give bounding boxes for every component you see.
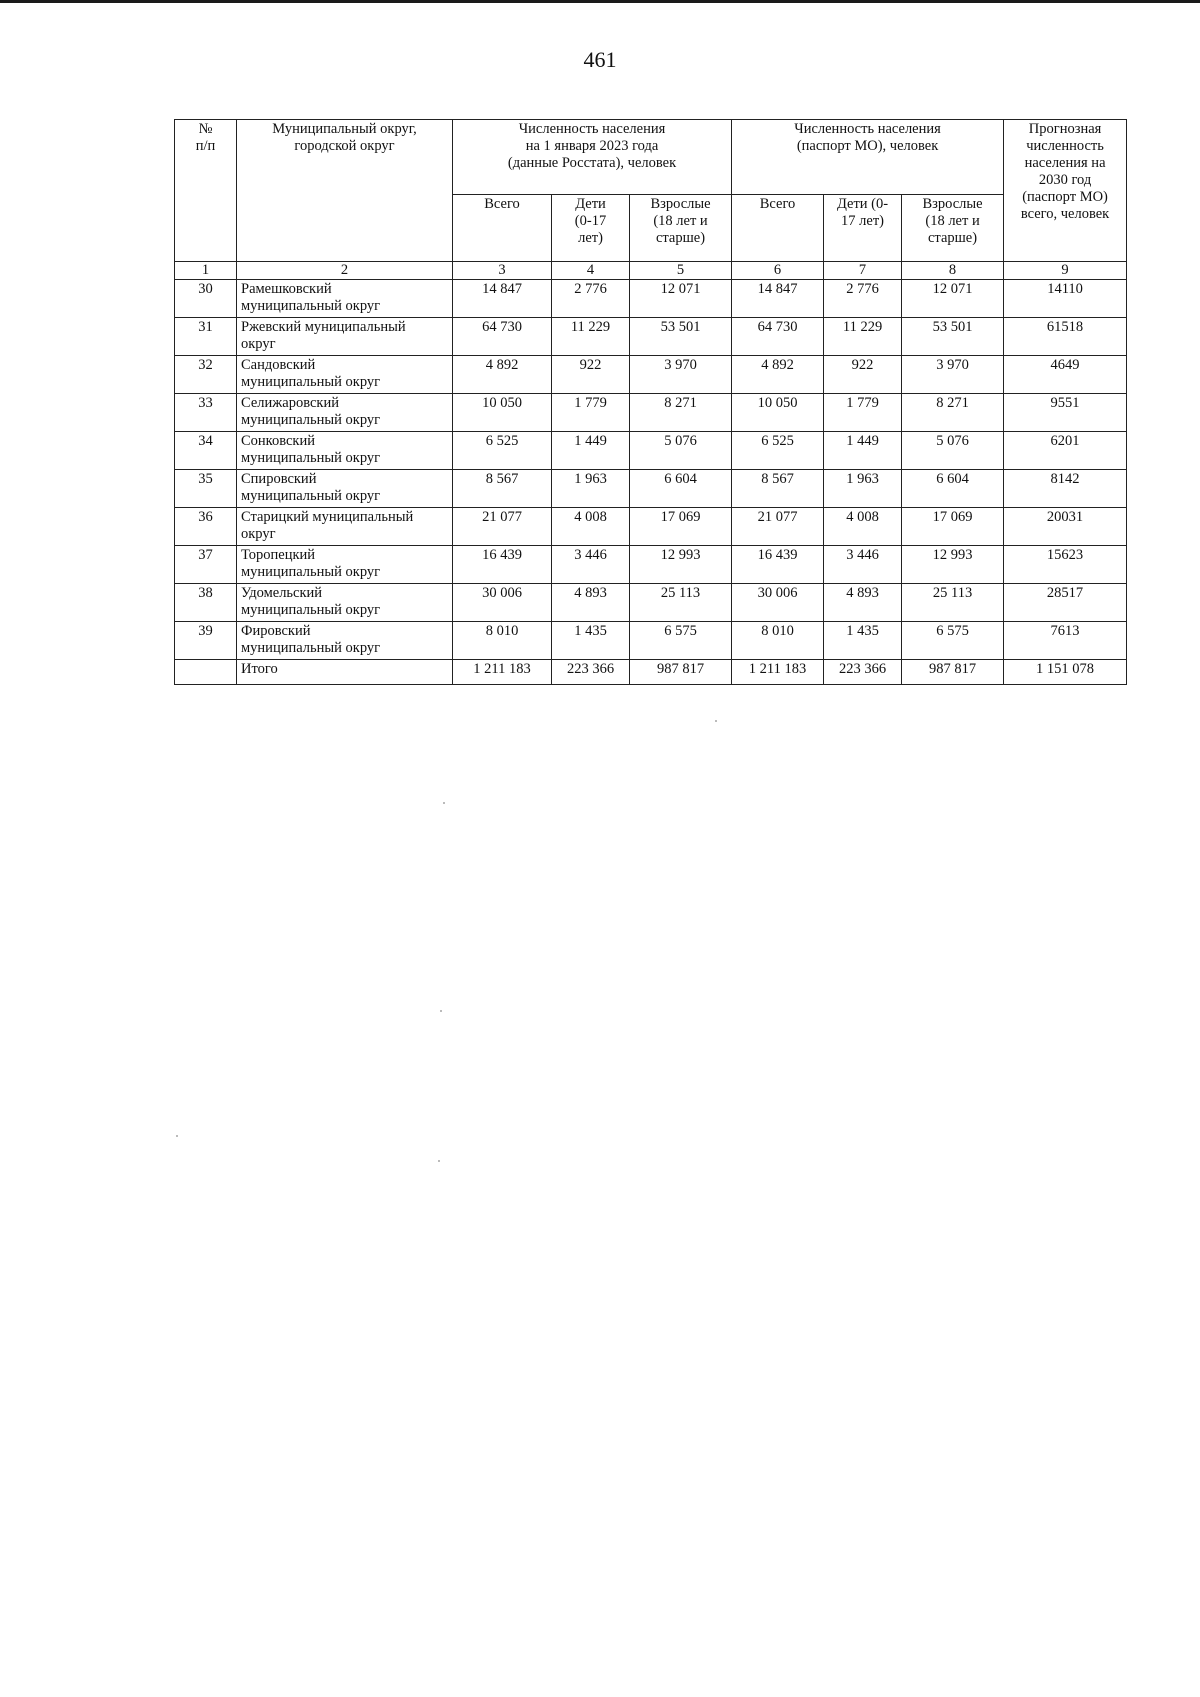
header-children-2-label: Дети (0- 17 лет) <box>836 196 889 229</box>
cell-c3: 8 567 <box>453 470 552 508</box>
scan-top-edge <box>0 0 1200 3</box>
cell-n: 36 <box>175 508 237 546</box>
cell-n <box>175 660 237 685</box>
cell-c4: 1 435 <box>552 622 630 660</box>
cell-n: 39 <box>175 622 237 660</box>
column-number: 8 <box>902 262 1004 280</box>
table-row <box>175 318 1127 356</box>
cell-c7: 11 229 <box>824 318 902 356</box>
header-total-2 <box>732 195 824 262</box>
table-row <box>175 584 1127 622</box>
cell-name: Фировский муниципальный округ <box>237 622 453 660</box>
cell-n: 30 <box>175 280 237 318</box>
cell-c3: 21 077 <box>453 508 552 546</box>
cell-n: 38 <box>175 584 237 622</box>
cell-c4: 1 449 <box>552 432 630 470</box>
cell-n: 33 <box>175 394 237 432</box>
table-row <box>175 356 1127 394</box>
header-district <box>237 120 453 262</box>
cell-c9: 4649 <box>1004 356 1127 394</box>
cell-c7: 1 963 <box>824 470 902 508</box>
column-number: 7 <box>824 262 902 280</box>
cell-c4: 1 963 <box>552 470 630 508</box>
header-district-label: Муниципальный округ, городской округ <box>272 121 417 154</box>
cell-c3: 6 525 <box>453 432 552 470</box>
header-forecast-label: Прогнозная численность населения на 2030 год (паспорт МО) всего, человек <box>1020 121 1110 222</box>
cell-c3: 8 010 <box>453 622 552 660</box>
column-number: 4 <box>552 262 630 280</box>
cell-n: 35 <box>175 470 237 508</box>
cell-c4: 3 446 <box>552 546 630 584</box>
cell-c4: 1 779 <box>552 394 630 432</box>
table-body <box>175 280 1127 685</box>
cell-c5: 6 575 <box>630 622 732 660</box>
cell-c6: 8 567 <box>732 470 824 508</box>
scan-speck <box>443 802 445 804</box>
cell-c7: 1 449 <box>824 432 902 470</box>
cell-c4: 223 366 <box>552 660 630 685</box>
table-row <box>175 622 1127 660</box>
cell-name: Сандовский муниципальный округ <box>237 356 453 394</box>
table-row <box>175 394 1127 432</box>
population-table <box>174 119 1127 685</box>
cell-c5: 25 113 <box>630 584 732 622</box>
cell-c3: 10 050 <box>453 394 552 432</box>
cell-n: 37 <box>175 546 237 584</box>
cell-n: 31 <box>175 318 237 356</box>
column-number: 2 <box>237 262 453 280</box>
cell-c9: 9551 <box>1004 394 1127 432</box>
cell-name: Сонковский муниципальный округ <box>237 432 453 470</box>
header-passport-group-label: Численность населения (паспорт МО), человек <box>794 121 941 154</box>
cell-c5: 53 501 <box>630 318 732 356</box>
column-number-row <box>175 262 1127 280</box>
cell-c9: 14110 <box>1004 280 1127 318</box>
cell-c8: 12 993 <box>902 546 1004 584</box>
cell-c7: 223 366 <box>824 660 902 685</box>
cell-c3: 30 006 <box>453 584 552 622</box>
header-passport-group <box>732 120 1004 195</box>
cell-c9: 1 151 078 <box>1004 660 1127 685</box>
cell-c7: 1 779 <box>824 394 902 432</box>
cell-c8: 17 069 <box>902 508 1004 546</box>
cell-c5: 8 271 <box>630 394 732 432</box>
header-adults-2-label: Взрослые (18 лет и старше) <box>922 196 983 246</box>
table-total-row <box>175 660 1127 685</box>
cell-c7: 4 008 <box>824 508 902 546</box>
cell-c8: 3 970 <box>902 356 1004 394</box>
header-rosstat-group-label: Численность населения на 1 января 2023 года (данные Росстата), человек <box>507 121 677 171</box>
cell-c6: 16 439 <box>732 546 824 584</box>
cell-c3: 64 730 <box>453 318 552 356</box>
cell-c3: 4 892 <box>453 356 552 394</box>
cell-c6: 10 050 <box>732 394 824 432</box>
table-row <box>175 508 1127 546</box>
cell-c8: 6 604 <box>902 470 1004 508</box>
cell-c9: 7613 <box>1004 622 1127 660</box>
header-adults-2 <box>902 195 1004 262</box>
cell-c7: 1 435 <box>824 622 902 660</box>
cell-c7: 3 446 <box>824 546 902 584</box>
cell-c6: 8 010 <box>732 622 824 660</box>
cell-c9: 6201 <box>1004 432 1127 470</box>
cell-c4: 11 229 <box>552 318 630 356</box>
cell-c7: 2 776 <box>824 280 902 318</box>
cell-c3: 1 211 183 <box>453 660 552 685</box>
cell-name: Ржевский муниципальный округ <box>237 318 453 356</box>
cell-c5: 987 817 <box>630 660 732 685</box>
cell-name: Старицкий муниципальный округ <box>237 508 453 546</box>
cell-c8: 5 076 <box>902 432 1004 470</box>
scan-speck <box>176 1135 178 1137</box>
header-total-label: Всего <box>484 196 520 212</box>
table-row <box>175 470 1127 508</box>
cell-c5: 17 069 <box>630 508 732 546</box>
cell-c4: 922 <box>552 356 630 394</box>
cell-c6: 14 847 <box>732 280 824 318</box>
scan-speck <box>438 1160 440 1162</box>
cell-c8: 53 501 <box>902 318 1004 356</box>
cell-c9: 15623 <box>1004 546 1127 584</box>
cell-c7: 4 893 <box>824 584 902 622</box>
cell-name: Спировский муниципальный округ <box>237 470 453 508</box>
cell-c4: 4 008 <box>552 508 630 546</box>
cell-c8: 987 817 <box>902 660 1004 685</box>
header-adults-label: Взрослые (18 лет и старше) <box>650 196 711 246</box>
header-forecast <box>1004 120 1127 262</box>
header-total <box>453 195 552 262</box>
cell-c6: 30 006 <box>732 584 824 622</box>
column-number: 9 <box>1004 262 1127 280</box>
scan-speck <box>715 720 717 722</box>
cell-n: 32 <box>175 356 237 394</box>
cell-name: Торопецкий муниципальный округ <box>237 546 453 584</box>
cell-c8: 8 271 <box>902 394 1004 432</box>
cell-c8: 12 071 <box>902 280 1004 318</box>
cell-c9: 61518 <box>1004 318 1127 356</box>
header-children-2 <box>824 195 902 262</box>
cell-c5: 6 604 <box>630 470 732 508</box>
header-num-label: № п/п <box>195 121 216 154</box>
cell-c5: 3 970 <box>630 356 732 394</box>
header-children-label: Дети (0-17 лет) <box>574 196 607 246</box>
cell-c6: 21 077 <box>732 508 824 546</box>
cell-n: 34 <box>175 432 237 470</box>
cell-c6: 4 892 <box>732 356 824 394</box>
header-rosstat-group <box>453 120 732 195</box>
header-num <box>175 120 237 262</box>
column-number: 6 <box>732 262 824 280</box>
page-number: 461 <box>583 47 617 72</box>
cell-name: Удомельский муниципальный округ <box>237 584 453 622</box>
cell-c8: 25 113 <box>902 584 1004 622</box>
cell-c6: 6 525 <box>732 432 824 470</box>
cell-c5: 12 071 <box>630 280 732 318</box>
header-row-1 <box>175 120 1127 195</box>
cell-c3: 14 847 <box>453 280 552 318</box>
page-number-container <box>0 47 1200 73</box>
cell-c7: 922 <box>824 356 902 394</box>
cell-c9: 28517 <box>1004 584 1127 622</box>
cell-name: Рамешковский муниципальный округ <box>237 280 453 318</box>
column-number: 5 <box>630 262 732 280</box>
cell-c9: 20031 <box>1004 508 1127 546</box>
cell-c9: 8142 <box>1004 470 1127 508</box>
header-adults <box>630 195 732 262</box>
cell-c5: 5 076 <box>630 432 732 470</box>
table-row <box>175 432 1127 470</box>
cell-c4: 2 776 <box>552 280 630 318</box>
header-children <box>552 195 630 262</box>
cell-c4: 4 893 <box>552 584 630 622</box>
cell-c6: 1 211 183 <box>732 660 824 685</box>
cell-name: Селижаровский муниципальный округ <box>237 394 453 432</box>
table-row <box>175 546 1127 584</box>
table-row <box>175 280 1127 318</box>
column-number: 1 <box>175 262 237 280</box>
scan-speck <box>440 1010 442 1012</box>
column-number: 3 <box>453 262 552 280</box>
cell-name: Итого <box>237 660 453 685</box>
cell-c3: 16 439 <box>453 546 552 584</box>
cell-c6: 64 730 <box>732 318 824 356</box>
header-total-2-label: Всего <box>759 196 796 212</box>
cell-c5: 12 993 <box>630 546 732 584</box>
cell-c8: 6 575 <box>902 622 1004 660</box>
